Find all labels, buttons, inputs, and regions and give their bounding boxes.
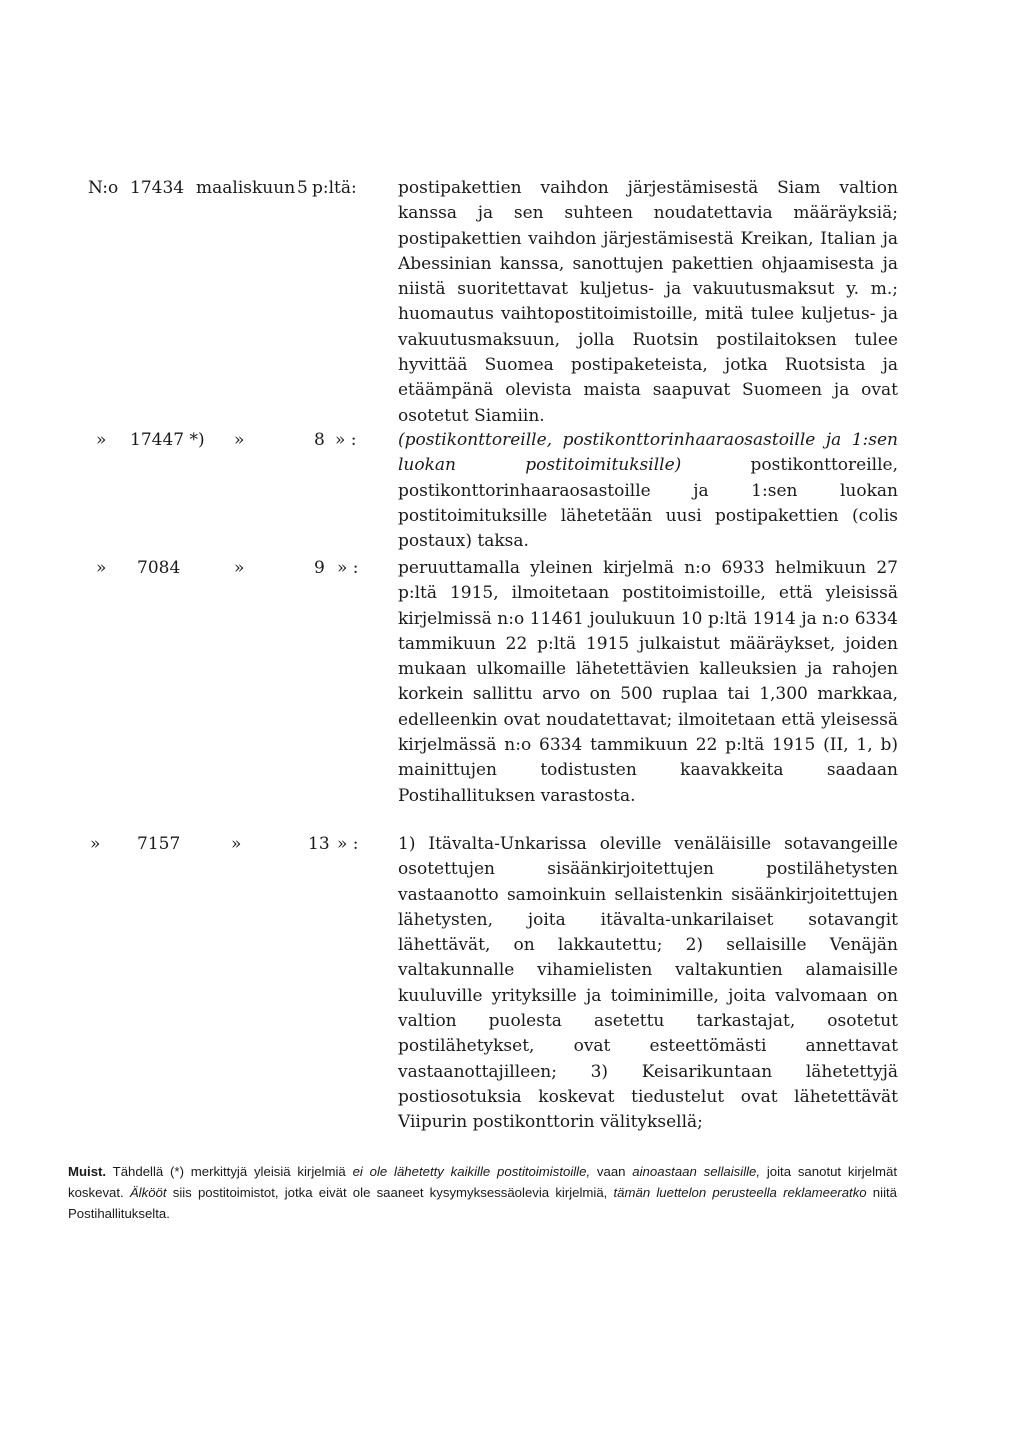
circular-number: 17434	[130, 178, 185, 198]
day: 5	[297, 178, 308, 198]
footnote-text: vaan	[590, 1164, 633, 1179]
footnote-text: Tähdellä (*) merkittyjä yleisiä kirjelmiä	[106, 1164, 353, 1179]
date-suffix: » :	[335, 430, 357, 450]
footnote-text: niitä Postihallitukselta.	[68, 1185, 897, 1221]
day: 9	[314, 558, 325, 578]
month: »	[234, 558, 245, 578]
footnote-text: siis postitoimistot, jotka eivät ole saaneet kysymyksessäolevia kirjelmiä,	[166, 1185, 614, 1200]
footnote-text: joita sanotut kirjelmät koskevat.	[68, 1164, 897, 1200]
entry-text: postipakettien vaihdon järjestämisestä Siam valtion kanssa ja sen suhteen noudatettavia määräyksiä; postipakettien vaihdon järjestämisestä Kreikan, Italian ja Abessinian kanssa, sanottujen pakettien ohjaamisesta ja niistä suoritettavat kuljetus- ja vakuutusmaksut y. m.; huomautus vaihtopostitoimistoille, mitä tulee kuljetus- ja vakuutusmaksuun, jolla Ruotsin postilaitoksen tulee hyvittää Suomea postipaketeista, jotka Ruotsista ja etäämpänä olevista maista saapuvat Suomeen ja ovat osotetut Siamiin.	[398, 178, 898, 426]
ditto-mark: »	[96, 558, 107, 578]
circular-number: 7084	[137, 558, 181, 578]
entry-text	[398, 428, 898, 554]
entry-text-italic: (postikonttoreille, postikonttorinhaaraosastoille ja 1:sen luokan postitoimituksille)	[398, 430, 898, 476]
ditto-mark: »	[90, 834, 101, 854]
circular-number: 7157	[137, 834, 181, 854]
ditto-mark: N:o	[88, 178, 119, 198]
entry-text: peruuttamalla yleinen kirjelmä n:o 6933 helmikuun 27 p:ltä 1915, ilmoitetaan postitoimistoille, että yleisissä kirjelmissä n:o 11461 joulukuun 10 p:ltä 1914 ja n:o 6334 tammikuun 22 p:ltä 1915 julkaistut määräykset, joiden mukaan ulkomaille lähetettävien kalleuksien ja rahojen korkein sallittu arvo on 500 ruplaa tai 1,300 markkaa, edelleenkin ovat noudatettavat; ilmoitetaan että yleisessä kirjelmässä n:o 6334 tammikuun 22 p:ltä 1915 (II, 1, b) mainittujen todistusten kaavakkeita saadaan Postihallituksen varastosta.	[398, 558, 898, 806]
footnote-emphasis: tämän luettelon perusteella reklameeratko	[613, 1185, 867, 1200]
day: 8	[314, 430, 325, 450]
footnote-emphasis: ei ole lähetetty kaikille postitoimistoille,	[352, 1164, 591, 1179]
footnote-label: Muist.	[68, 1164, 107, 1179]
day: 13	[308, 834, 330, 854]
month: maaliskuun	[196, 178, 296, 198]
circular-number: 17447 *)	[130, 430, 205, 450]
date-suffix: » :	[337, 834, 359, 854]
date-suffix: » :	[337, 558, 359, 578]
ditto-mark: »	[96, 430, 107, 450]
month: »	[234, 430, 245, 450]
footnote-emphasis: ainoastaan sellaisille,	[632, 1164, 761, 1179]
footnote-emphasis: Älkööt	[129, 1185, 167, 1200]
month: »	[231, 834, 242, 854]
entry-text-rest: postikonttoreille, postikonttorinhaaraosastoille ja 1:sen luokan postitoimituksille lähetetään uusi postipakettien (colis postaux) taksa.	[398, 455, 898, 552]
date-suffix: p:ltä:	[312, 178, 357, 198]
footnote	[68, 1161, 897, 1224]
entry-text: 1) Itävalta-Unkarissa oleville venäläisille sotavangeille osotettujen sisäänkirjoitettujen postilähetysten vastaanotto samoinkuin sellaistenkin sisäänkirjoitettujen lähetysten, joita itävalta-unkarilaiset sotavangit lähettävät, on lakkautettu; 2) sellaisille Venäjän valtakunnalle vihamielisten valtakuntien alamaisille kuuluville yrityksille ja toiminimille, joita valvomaan on valtion puolesta asetettu tarkastajat, osotetut postilähetykset, ovat esteettömästi annettavat vastaanottajilleen; 3) Keisarikuntaan lähetettyjä postiosotuksia koskevat tiedustelut ovat lähetettävät Viipurin postikonttorin välityksellä;	[398, 834, 898, 1133]
